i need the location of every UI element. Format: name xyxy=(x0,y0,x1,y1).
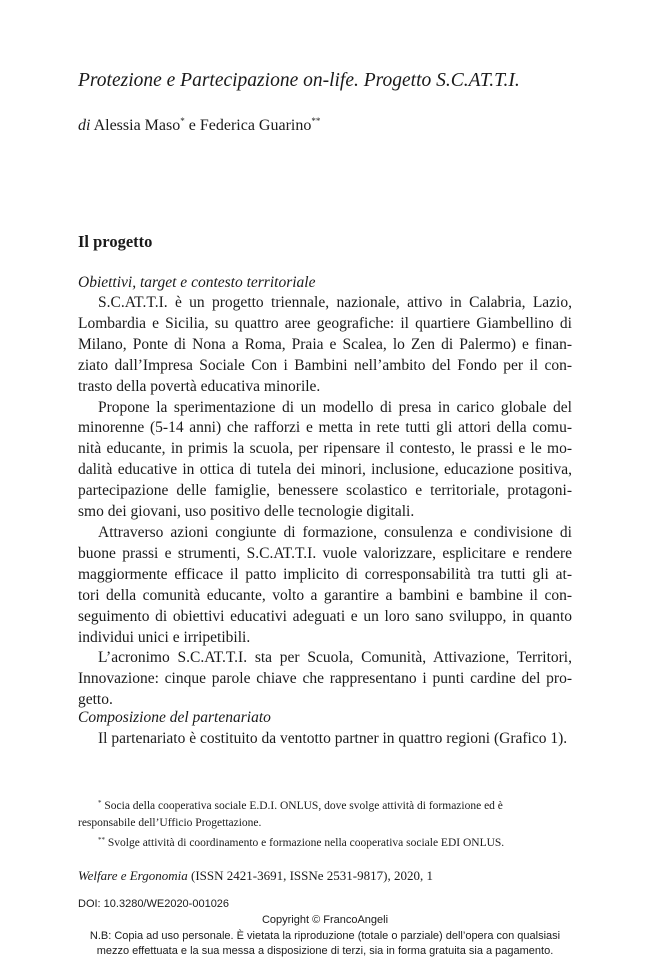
text-line: nità educante, in primis la scuola, per ripensare il contesto, le prassi e le mo- xyxy=(78,440,572,458)
text-line: trasto della povertà educativa minorile. xyxy=(78,377,321,395)
footnote-1-continuation: responsabile dell’Ufficio Progettazione. xyxy=(78,817,262,829)
text-line: seguimento di obiettivi educativi adeguati e un loro sano sviluppo, in quanto xyxy=(78,607,572,625)
author-2-mark: ** xyxy=(311,116,321,126)
article-title: Protezione e Partecipazione on-life. Progetto S.C.AT.T.I. xyxy=(78,70,520,91)
author-connector: e xyxy=(188,117,196,134)
author-2: Federica Guarino xyxy=(199,117,312,134)
text-line: Attraverso azioni congiunte di formazione, consulenza e condivisione di xyxy=(98,523,572,541)
body-text-partnership xyxy=(78,729,572,750)
text-line: L’acronimo S.C.AT.T.I. sta per Scuola, Comunità, Attivazione, Territori, xyxy=(98,649,572,667)
section-heading: Il progetto xyxy=(78,232,153,251)
author-1: Alessia Maso xyxy=(93,117,181,134)
text-line: Propone la sperimentazione di un modello di presa in carico globale del xyxy=(98,398,572,416)
text-line: minorenne (5-14 anni) che rafforzi e metta in rete tutti gli attori della comu- xyxy=(78,419,572,437)
usage-notice-line-1: N.B: Copia ad uso personale. È vietata la riproduzione (totale o parziale) dell’opera con qualsiasi xyxy=(89,930,561,942)
footnote-2-text: Svolge attività di coordinamento e formazione nella cooperativa sociale EDI ONLUS. xyxy=(107,837,505,849)
text-line: tori della comunità educante, volto a garantire a bambini e bambine il con- xyxy=(78,586,572,604)
authors-prefix: di xyxy=(78,117,91,134)
text-line: Milano, Ponte di Nona a Roma, Praia e Scalea, lo Zen di Palermo) e finan- xyxy=(78,335,572,353)
author-1-mark: * xyxy=(180,116,185,126)
text-line: S.C.AT.T.I. è un progetto triennale, nazionale, attivo in Calabria, Lazio, xyxy=(98,294,572,311)
footnote-2-mark: ** xyxy=(98,836,105,844)
text-line: Innovazione: cinque parole chiave che rappresentano i punti cardine del pro- xyxy=(78,670,572,688)
text-line: Lombardia e Sicilia, su quattro aree geografiche: il quartiere Giambellino di xyxy=(78,314,572,332)
journal-citation xyxy=(78,868,433,884)
footnotes xyxy=(78,795,572,852)
footnote-1-line-1: Socia della cooperativa sociale E.D.I. ONLUS, dove svolge attività di formazione ed è xyxy=(104,800,503,812)
journal-name: Welfare e Ergonomia xyxy=(78,868,188,883)
body-text-objectives xyxy=(78,293,572,711)
usage-notice-line-2: mezzo effettuata e la sua messa a disposizione di terzi, sia in forma gratuita sia a pagamento. xyxy=(96,945,554,957)
copyright-line: Copyright © FrancoAngeli xyxy=(261,914,389,926)
author-line xyxy=(78,116,320,135)
footnote-2 xyxy=(78,832,572,852)
text-line: getto. xyxy=(78,691,113,709)
doi-line: DOI: 10.3280/WE2020-001026 xyxy=(78,898,230,910)
text-line: Il partenariato è costituito da ventotto partner in quattro regioni (Grafico 1). xyxy=(98,730,568,747)
text-line: dalità educative in ottica di tutela dei minori, inclusione, educazione positiva, xyxy=(78,461,572,479)
subsection-title-partnership: Composizione del partenariato xyxy=(78,709,271,726)
footnote-1-mark: * xyxy=(98,799,102,807)
journal-details: (ISSN 2421-3691, ISSNe 2531-9817), 2020, 1 xyxy=(191,868,433,883)
text-line: smo dei giovani, uso positivo delle tecnologie digitali. xyxy=(78,503,415,521)
usage-notice xyxy=(0,929,650,959)
text-line: ziato dall’Impresa Sociale Con i Bambini nell’ambito del Fondo per il con- xyxy=(78,356,572,374)
footnote-1 xyxy=(78,795,572,815)
subsection-title-objectives: Obiettivi, target e contesto territoriale xyxy=(78,274,316,291)
text-line: individui unici e irripetibili. xyxy=(78,628,251,646)
text-line: buone prassi e strumenti, S.C.AT.T.I. vuole valorizzare, esplicitare e rendere xyxy=(78,544,572,562)
text-line: partecipazione delle famiglie, benessere scolastico e territoriale, protagoni- xyxy=(78,482,572,500)
text-line: maggiormente efficace il patto implicito di corresponsabilità tra tutti gli at- xyxy=(78,565,572,583)
